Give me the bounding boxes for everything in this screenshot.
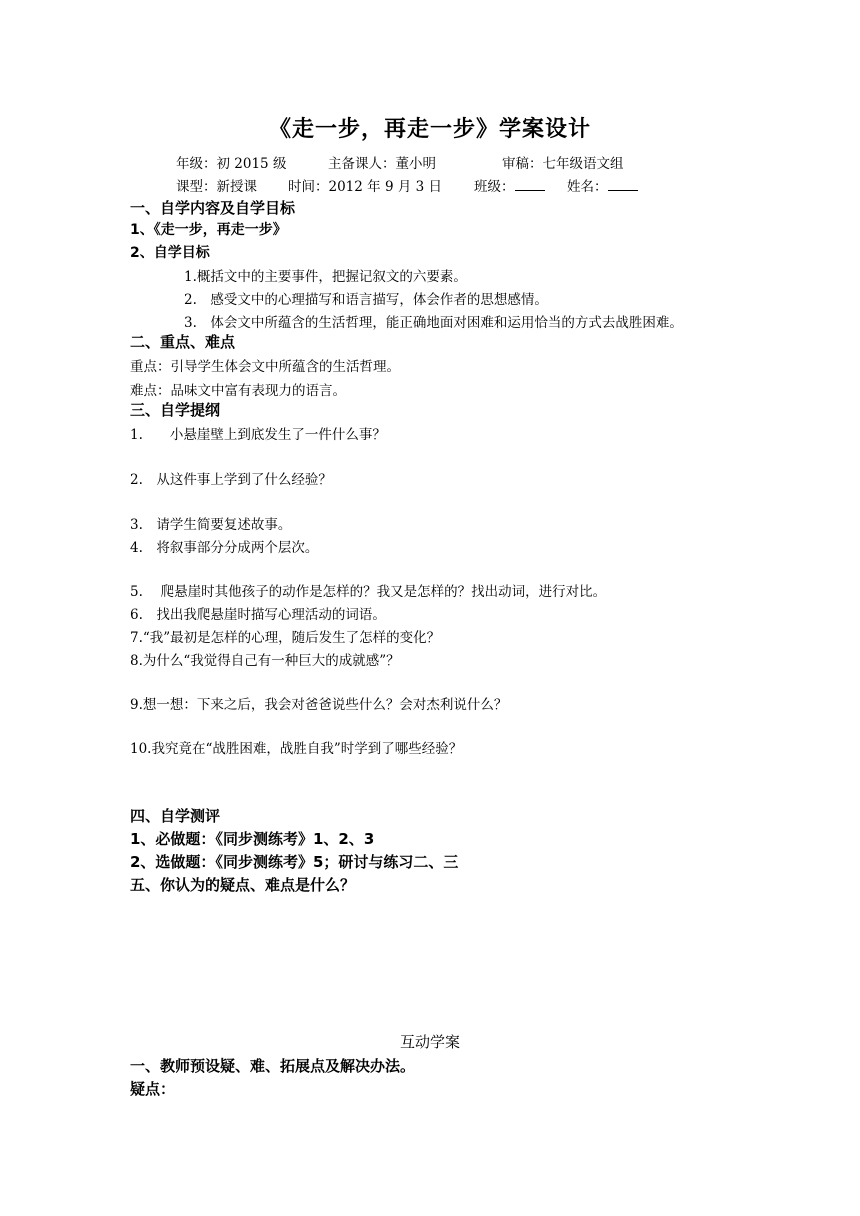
question-4: 4. 将叙事部分分成两个层次。 xyxy=(130,540,319,556)
section4-heading: 四、自学测评 xyxy=(130,807,221,825)
date-text: 时间：2012 年 9 月 3 日 xyxy=(288,179,442,195)
grade-text: 年级：初 2015 级 xyxy=(176,156,287,172)
question-1: 1. 小悬崖壁上到底发生了一件什么事？ xyxy=(130,427,386,443)
question-8: 8.为什么“我觉得自己有一种巨大的成就感”？ xyxy=(130,653,400,669)
lesson-type-text: 课型：新授课 xyxy=(176,179,257,195)
section1-item2: 2、自学目标 xyxy=(130,245,210,261)
difficult-point: 难点：品味文中富有表现力的语言。 xyxy=(130,383,346,399)
name-blank[interactable] xyxy=(608,178,638,191)
name-label: 姓名： xyxy=(567,179,608,195)
section3-heading: 三、自学提纲 xyxy=(130,401,221,419)
section1-item1: 1、《走一步，再走一步》 xyxy=(130,222,287,238)
question-2: 2. 从这件事上学到了什么经验？ xyxy=(130,472,332,488)
section4-item1: 1、必做题：《同步测练考》1、2、3 xyxy=(130,830,375,848)
section2-heading: 二、重点、难点 xyxy=(130,333,236,351)
reviewer-text: 审稿：七年级语文组 xyxy=(502,156,624,172)
page-title: 《走一步，再走一步》学案设计 xyxy=(268,117,591,142)
question-5: 5. 爬悬崖时其他孩子的动作是怎样的？我又是怎样的？找出动词，进行对比。 xyxy=(130,584,607,600)
goal-1: 1.概括文中的主要事件，把握记叙文的六要素。 xyxy=(184,269,467,285)
goal-3: 3. 体会文中所蕴含的生活哲理，能正确地面对困难和运用恰当的方式去战胜困难。 xyxy=(184,315,683,331)
key-point: 重点：引导学生体会文中所蕴含的生活哲理。 xyxy=(130,359,400,375)
interactive-title: 互动学案 xyxy=(399,1033,460,1051)
question-9: 9.想一想：下来之后，我会对爸爸说些什么？会对杰利说什么？ xyxy=(130,697,508,713)
question-6: 6. 找出我爬悬崖时描写心理活动的词语。 xyxy=(130,607,386,623)
name-field[interactable] xyxy=(567,175,638,195)
section4-item2: 2、选做题：《同步测练考》5；研讨与练习二、三 xyxy=(130,853,459,871)
section5-heading: 五、你认为的疑点、难点是什么？ xyxy=(130,876,356,894)
teacher-text: 主备课人：董小明 xyxy=(328,156,436,172)
question-3: 3. 请学生简要复述故事。 xyxy=(130,517,292,533)
question-10: 10.我究竟在“战胜困难，战胜自我”时学到了哪些经验？ xyxy=(130,741,463,757)
interactive-heading: 一、教师预设疑、难、拓展点及解决办法。 xyxy=(130,1057,416,1075)
doubt-label: 疑点： xyxy=(130,1080,176,1098)
class-field[interactable] xyxy=(474,175,545,195)
section1-heading: 一、自学内容及自学目标 xyxy=(130,199,296,217)
question-7: 7.“我”最初是怎样的心理，随后发生了怎样的变化？ xyxy=(130,630,441,646)
goal-2: 2. 感受文中的心理描写和语言描写，体会作者的思想感情。 xyxy=(184,292,548,308)
class-label: 班级： xyxy=(474,179,515,195)
class-blank[interactable] xyxy=(515,178,545,191)
